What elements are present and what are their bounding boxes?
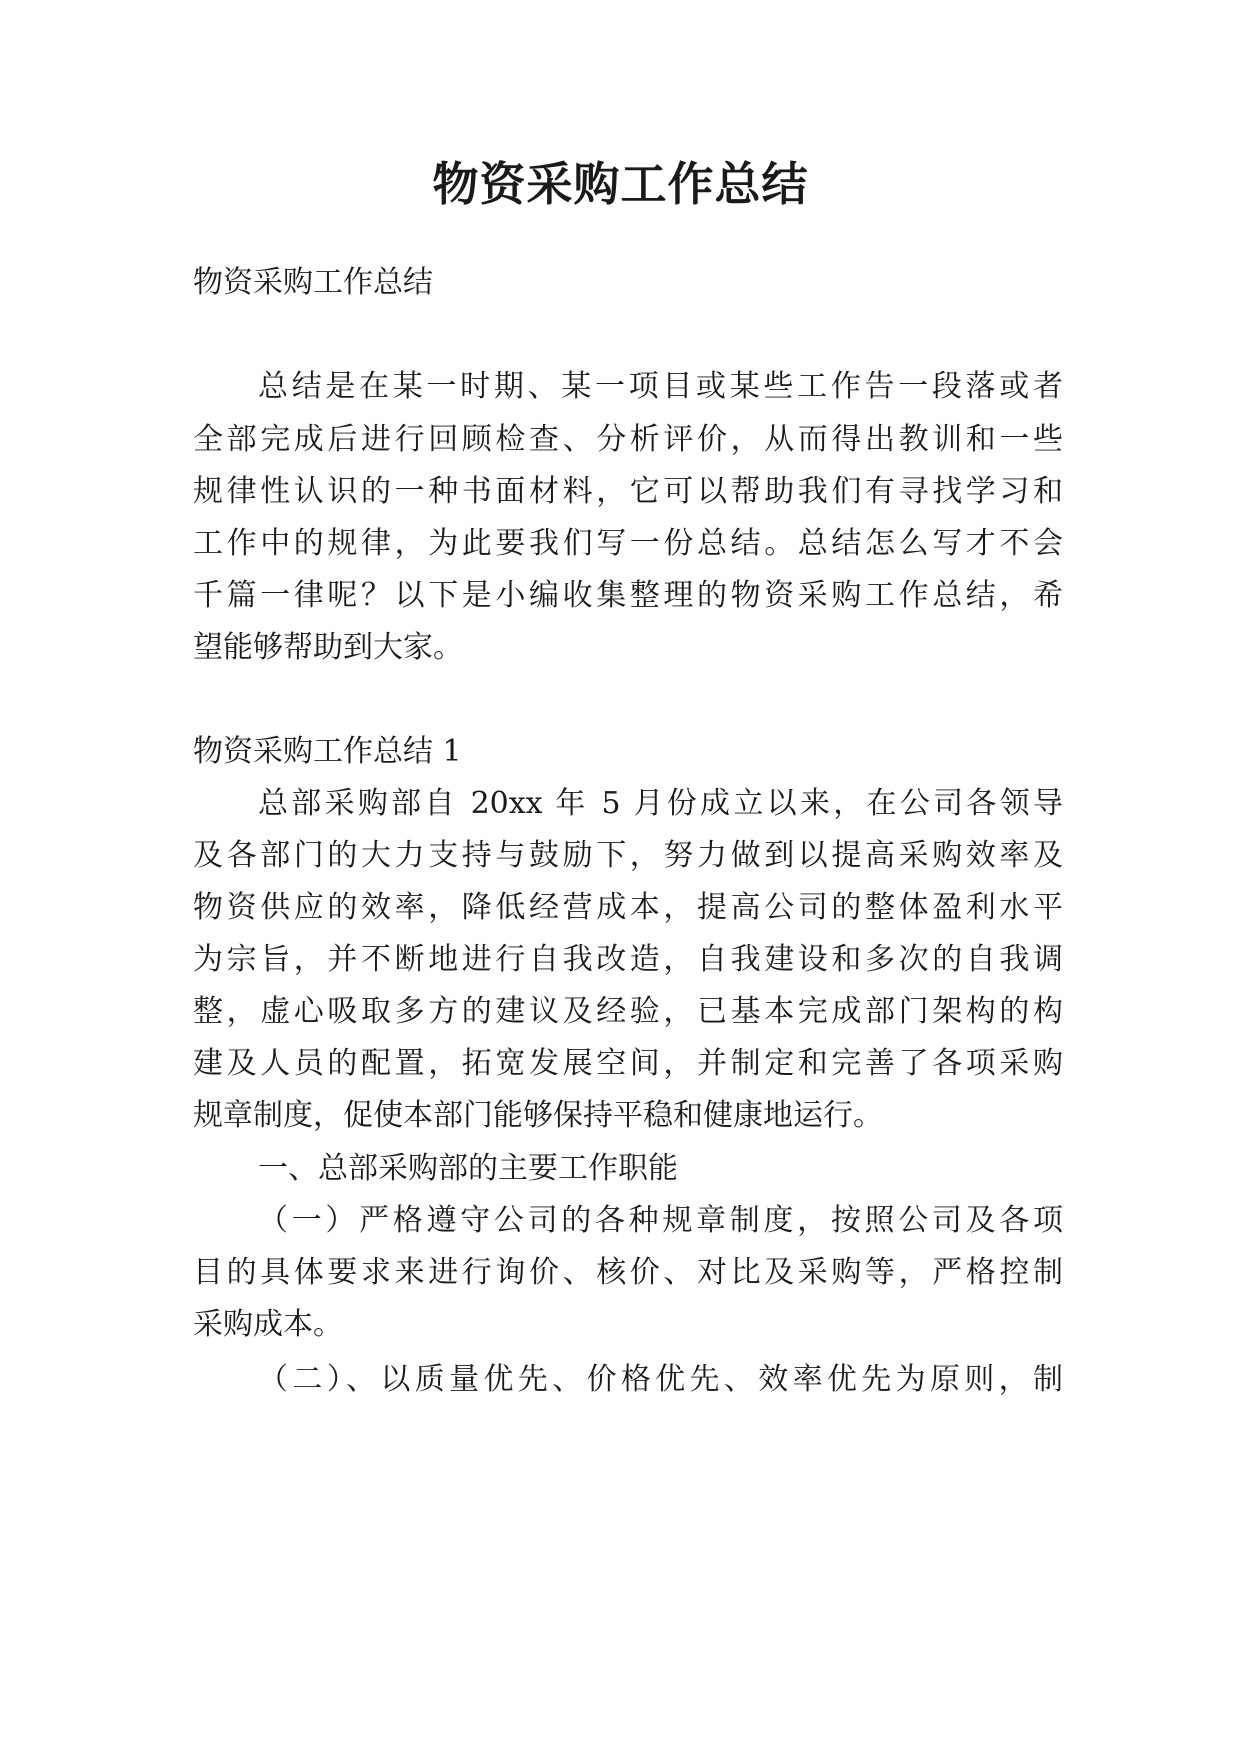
section1-line: 物资供应的效率，降低经营成本，提高公司的整体盈利水平 <box>193 890 1063 925</box>
intro-line: 望能够帮助到大家。 <box>193 630 463 665</box>
section1-line: 整，虚心吸取多方的建议及经验，已基本完成部门架构的构 <box>193 994 1063 1029</box>
sub-heading: 一、总部采购部的主要工作职能 <box>258 1151 678 1186</box>
item1-line: 采购成本。 <box>193 1307 343 1342</box>
intro-line: 规律性认识的一种书面材料，它可以帮助我们有寻找学习和 <box>193 474 1063 509</box>
section1-line: 建及人员的配置，拓宽发展空间，并制定和完善了各项采购 <box>193 1046 1063 1081</box>
intro-line: 全部完成后进行回顾检查、分析评价，从而得出教训和一些 <box>193 422 1063 457</box>
section1-line: 总部采购部自 20xx 年 5 月份成立以来，在公司各领导 <box>258 786 1063 821</box>
item1-line: 目的具体要求来进行询价、核价、对比及采购等，严格控制 <box>193 1255 1063 1290</box>
section-heading: 物资采购工作总结 1 <box>193 734 462 769</box>
item2-line: （二）、以质量优先、价格优先、效率优先为原则，制 <box>258 1362 1063 1397</box>
section1-line: 为宗旨，并不断地进行自我改造，自我建设和多次的自我调 <box>193 942 1063 977</box>
item1-line: （一）严格遵守公司的各种规章制度，按照公司及各项 <box>258 1203 1063 1238</box>
intro-line: 千篇一律呢？以下是小编收集整理的物资采购工作总结，希 <box>193 578 1063 613</box>
section1-line: 及各部门的大力支持与鼓励下，努力做到以提高采购效率及 <box>193 838 1063 873</box>
intro-line: 总结是在某一时期、某一项目或某些工作告一段落或者 <box>258 369 1063 404</box>
section1-line: 规章制度，促使本部门能够保持平稳和健康地运行。 <box>193 1098 883 1133</box>
document-subtitle: 物资采购工作总结 <box>193 265 433 300</box>
document-title: 物资采购工作总结 <box>432 157 809 211</box>
intro-line: 工作中的规律，为此要我们写一份总结。总结怎么写才不会 <box>193 526 1063 561</box>
